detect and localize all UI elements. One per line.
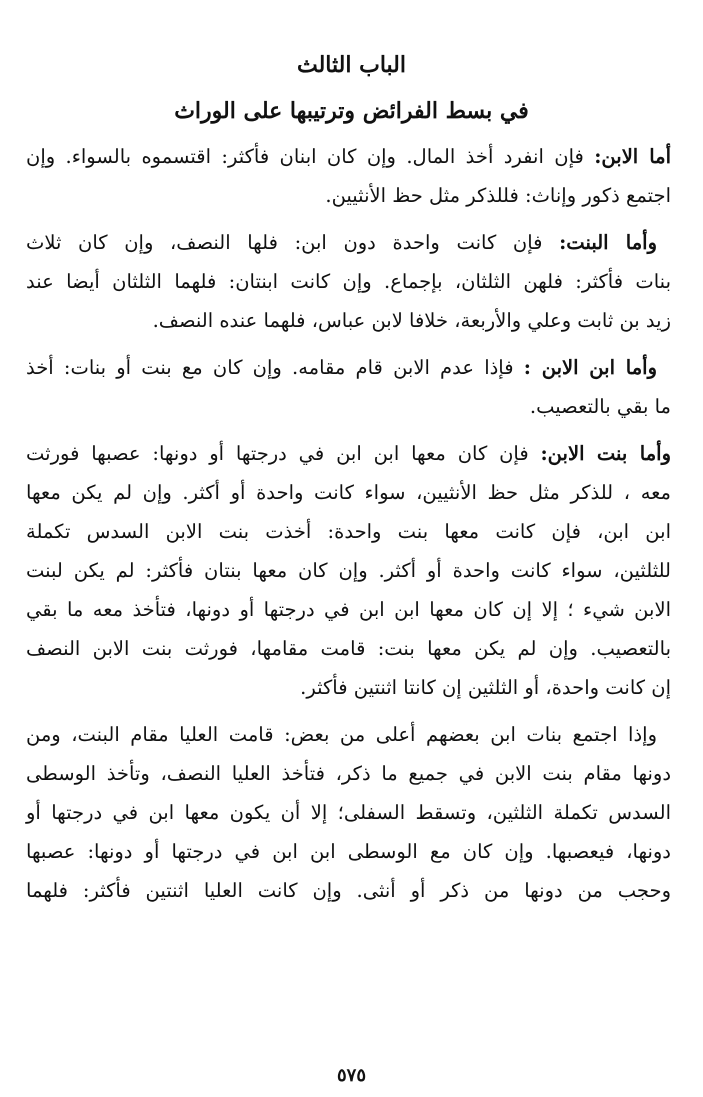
chapter-subtitle: في بسط الفرائض وترتيبها على الوراث [174,98,529,124]
text-line [26,223,671,262]
text-line: السدس تكملة الثلثين، وتسقط السفلى؛ إلا أن يكون معها ابن في درجتها أو [26,801,671,824]
text-line: وإذا اجتمع بنات ابن بعضهم أعلى من بعض: قامت العليا مقام البنت، ومن [26,723,657,746]
text-line: دونها مقام بنت الابن في جميع ما ذكر، فتأخذ العليا النصف، وتأخذ الوسطى [26,762,671,785]
text-line: زيد بن ثابت وعلي والأربعة، خلافا لابن عباس، فلهما عنده النصف. [152,309,671,332]
section-heading-sons-son: وأما ابن الابن : [523,356,657,379]
line-text: فإن كان معها ابن ابن في درجتها أو دونها: عصبها فورثت [26,442,541,465]
chapter-title: الباب الثالث [297,52,406,78]
text-line: الابن شيء ؛ إلا إن كان معها ابن ابن في درجتها أو دونها، فتأخذ معه ما بقي [26,598,671,621]
line-text: فإن انفرد أخذ المال. وإن كان ابنان فأكثر: اقتسموه بالسواء. وإن [26,145,595,168]
text-line: ما بقي بالتعصيب. [529,395,671,418]
text-line: ابن ابن، فإن كانت معها بنت واحدة: أخذت بنت الابن السدس تكملة [26,520,671,543]
section-heading-daughter: وأما البنت: [559,231,658,254]
text-line [26,434,671,473]
page-body [26,137,671,910]
text-line: اجتمع ذكور وإناث: فللذكر مثل حظ الأنثيين. [325,184,671,207]
text-line: بنات فأكثر: فلهن الثلثان، بإجماع. وإن كانت ابنتان: فلهما الثلثان أيضا عند [26,270,671,293]
text-line: وحجب من دونها من ذكر أو أنثى. وإن كانت العليا اثنتين فأكثر: فلهما [26,879,671,902]
section-heading-sons-daughter: وأما بنت الابن: [540,442,671,465]
section-heading-son: أما الابن: [594,145,671,168]
text-line: بالتعصيب. وإن لم يكن معها بنت: قامت مقامها، فورثت بنت الابن النصف [26,637,671,660]
line-text: فإن كانت واحدة دون ابن: فلها النصف، وإن كان ثلاث [26,231,560,254]
page-number: ٥٧٥ [336,1065,366,1086]
text-line [26,137,671,176]
line-text: فإذا عدم الابن قام مقامه. وإن كان مع بنت أو بنات: أخذ [26,356,524,379]
text-line: للثلثين، سواء كانت واحدة أو أكثر. وإن كان معها بنتان فأكثر: لم يكن لبنت [26,559,671,582]
text-line: إن كانت واحدة، أو الثلثين إن كانتا اثنتين فأكثر. [300,676,671,699]
text-line: دونها، فيعصبها. وإن كان مع الوسطى ابن ابن في درجتها أو دونها: عصبها [26,840,671,863]
text-line: معه ، للذكر مثل حظ الأنثيين، سواء كانت واحدة أو أكثر. وإن لم يكن معها [26,481,671,504]
text-line [26,348,671,387]
